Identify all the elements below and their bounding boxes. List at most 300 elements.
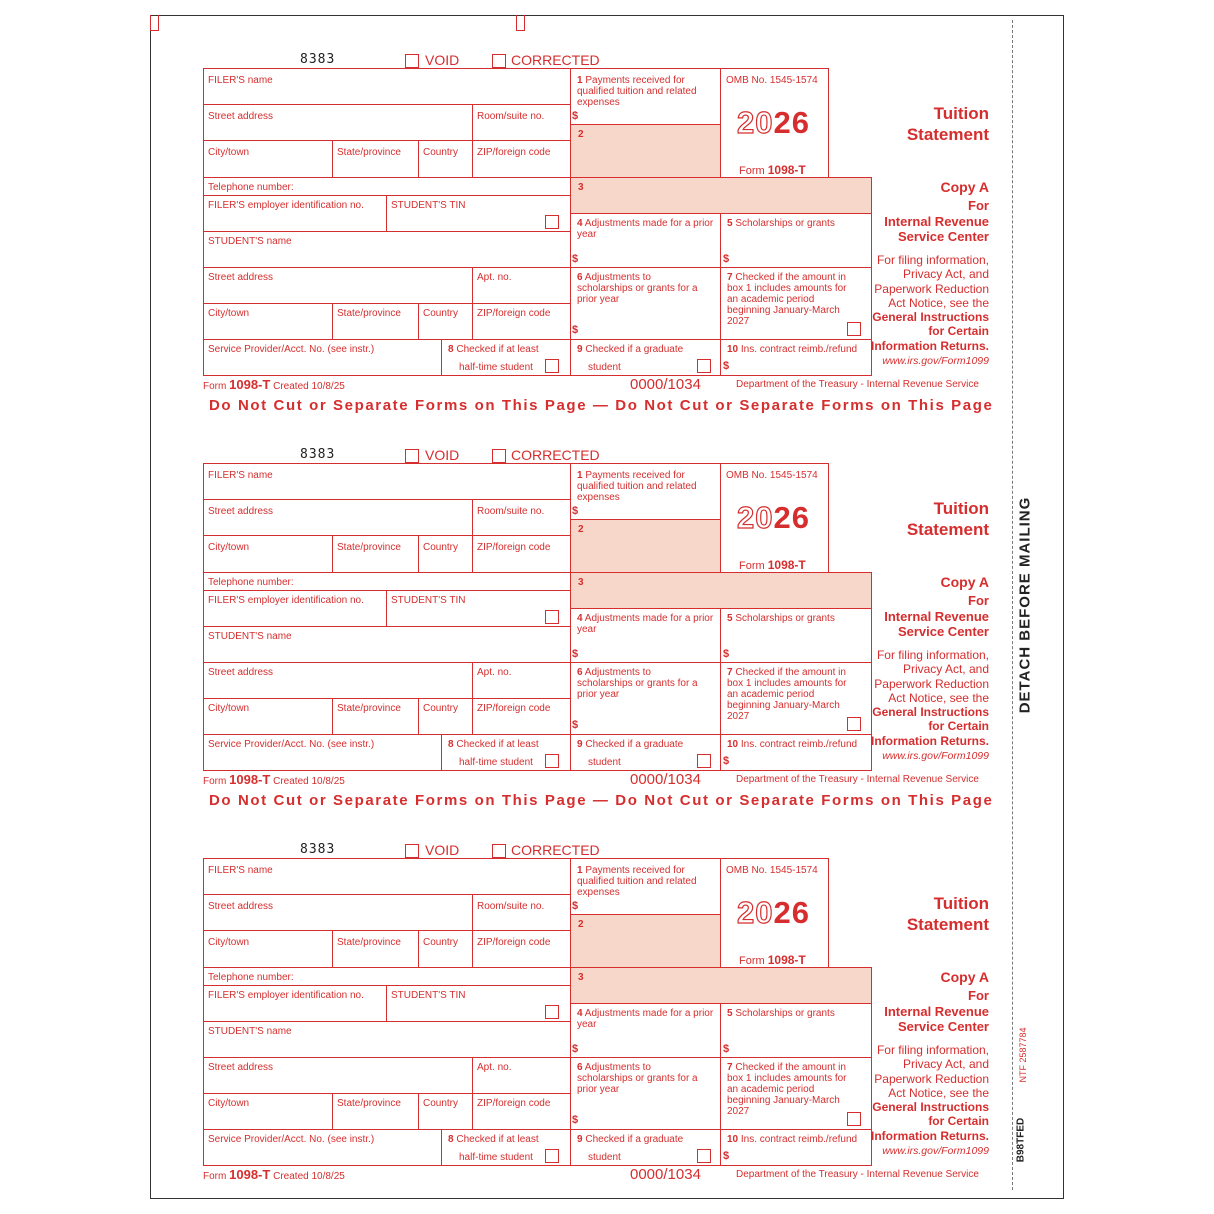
label-text: for Certain <box>928 1114 989 1129</box>
label-text: Adjustments to scholarships or grants for a prior year <box>577 667 698 700</box>
box2-number <box>578 129 584 140</box>
form-rule <box>203 967 871 968</box>
form-rule <box>418 140 419 177</box>
country-label: Country <box>423 147 459 158</box>
tin-checkbox[interactable] <box>545 215 559 229</box>
form-title <box>907 893 989 935</box>
label-text: For <box>968 988 989 1003</box>
label-text: Form <box>739 560 765 572</box>
label-text: Internal Revenue <box>884 608 989 624</box>
zip-code-label: ZIP/foreign code <box>477 542 551 553</box>
label-text: 9 <box>577 739 583 750</box>
form-rule <box>203 572 871 573</box>
label-text: Scholarships or grants <box>735 613 835 624</box>
void-label: VOID <box>425 447 460 463</box>
form-rule <box>203 930 570 931</box>
box4-label <box>577 613 717 635</box>
form-name <box>739 558 806 572</box>
label-text: 6 <box>577 667 583 678</box>
box10-label <box>727 1134 857 1145</box>
omb-number: OMB No. 1545-1574 <box>726 470 818 481</box>
form-rule <box>472 104 473 177</box>
tax-year <box>737 500 810 536</box>
label-text: 2 <box>578 524 584 535</box>
form-rule <box>472 267 473 339</box>
label-text: Scholarships or grants <box>735 218 835 229</box>
label-text: Service Center <box>897 624 989 639</box>
box3-shade <box>571 968 871 1004</box>
box7-label <box>727 1062 847 1117</box>
box1-dollar: $ <box>572 505 579 517</box>
label-text: 26 <box>773 105 810 140</box>
corrected-label: CORRECTED <box>511 52 600 68</box>
void-label: VOID <box>425 842 460 858</box>
label-text: For <box>968 198 989 213</box>
label-text: Checked if at least <box>456 739 539 750</box>
room-suite-label: Room/suite no. <box>477 506 545 517</box>
student-city-label: City/town <box>208 703 250 714</box>
form-rule <box>570 608 872 609</box>
do-not-cut-notice: Do Not Cut or Separate Forms on This Page — Do Not Cut or Separate Forms on This Page <box>209 397 994 414</box>
student-zip-label: ZIP/foreign code <box>477 1098 551 1109</box>
label-text: Tuition <box>933 104 989 123</box>
box1-dollar: $ <box>572 900 579 912</box>
label-text: 10 <box>727 344 739 355</box>
box5-label <box>727 613 867 624</box>
label-text: 20 <box>737 895 774 930</box>
label-text: Adjustments made for a prior year <box>577 1008 714 1030</box>
student-zip-label: ZIP/foreign code <box>477 308 551 319</box>
footer-form-id <box>203 377 345 392</box>
label-text: 4 <box>577 613 583 624</box>
filer-name-label: FILER'S name <box>208 75 273 86</box>
form-rule <box>720 213 721 376</box>
form-rule <box>828 858 829 968</box>
label-text <box>871 1129 989 1143</box>
form-rule <box>570 463 828 464</box>
label-text: General Instructions <box>872 1100 989 1115</box>
city-town-label: City/town <box>208 542 250 553</box>
label-text: 5 <box>727 1008 733 1019</box>
box10-dollar: $ <box>723 360 730 372</box>
copy-label: Copy A <box>940 179 989 195</box>
label-text: Created 10/8/25 <box>273 381 345 392</box>
label-text: 3 <box>578 182 584 193</box>
box8-label-b: half-time student <box>459 362 533 373</box>
form-rule <box>720 608 721 771</box>
form-rule <box>828 68 829 178</box>
form-rule <box>441 339 442 376</box>
state-province-label: State/province <box>337 542 401 553</box>
box4-label <box>577 1008 717 1030</box>
label-text: 7 <box>727 1062 733 1073</box>
label-text: Paperwork Reduction <box>874 281 989 296</box>
label-text: 26 <box>773 500 810 535</box>
form-rule <box>570 68 571 376</box>
form-rule <box>203 894 570 895</box>
void-checkbox[interactable] <box>405 844 419 858</box>
box8-checkbox[interactable] <box>545 1149 559 1163</box>
form-rule <box>332 140 333 177</box>
student-city-label: City/town <box>208 308 250 319</box>
form-rule <box>332 1093 333 1129</box>
box6-dollar: $ <box>572 324 579 336</box>
form-rule <box>570 1003 872 1004</box>
filer-ein-label: FILER'S employer identification no. <box>208 990 364 1001</box>
telephone-label: Telephone number: <box>208 972 294 983</box>
copy-recipient <box>884 198 989 245</box>
label-text: Information Returns. <box>870 1128 989 1143</box>
city-town-label: City/town <box>208 147 250 158</box>
box8-checkbox[interactable] <box>545 754 559 768</box>
box2-number <box>578 919 584 930</box>
form-name <box>739 163 806 177</box>
box8-checkbox[interactable] <box>545 359 559 373</box>
form-rule <box>203 104 570 105</box>
label-text: 10 <box>727 1134 739 1145</box>
label-text: www.irs.gov/Form1099 <box>882 1145 989 1158</box>
form-rule <box>472 499 473 572</box>
student-zip-label: ZIP/foreign code <box>477 703 551 714</box>
department-label: Department of the Treasury - Internal Revenue Service <box>736 379 979 390</box>
box7-label <box>727 667 847 722</box>
box9-checkbox[interactable] <box>697 1149 711 1163</box>
catalog-number: 0000/1034 <box>630 376 701 393</box>
box3-shade <box>571 573 871 609</box>
service-provider-label: Service Provider/Acct. No. (see instr.) <box>208 1134 375 1145</box>
country-label: Country <box>423 542 459 553</box>
label-text: General Instructions <box>872 705 989 720</box>
box1-label <box>577 75 719 108</box>
corrected-checkbox[interactable] <box>492 449 506 463</box>
service-provider-label: Service Provider/Acct. No. (see instr.) <box>208 739 375 750</box>
label-text: 3 <box>578 577 584 588</box>
form-rule <box>332 930 333 967</box>
form-rule <box>720 858 721 968</box>
label-text: Adjustments made for a prior year <box>577 218 714 240</box>
label-text: Tuition <box>933 894 989 913</box>
box6-dollar: $ <box>572 1114 579 1126</box>
box9-label-a <box>577 1134 683 1145</box>
form-rule <box>203 177 871 178</box>
form-1098t-2 <box>0 395 1214 809</box>
box5-label <box>727 1008 867 1019</box>
label-text: Information Returns. <box>870 338 989 353</box>
form-rule <box>386 985 387 1022</box>
filer-ein-label: FILER'S employer identification no. <box>208 200 364 211</box>
service-provider-label: Service Provider/Acct. No. (see instr.) <box>208 344 375 355</box>
label-text: 1098-T <box>767 953 806 967</box>
copy-recipient <box>884 988 989 1035</box>
student-state-label: State/province <box>337 308 401 319</box>
box9-checkbox[interactable] <box>697 359 711 373</box>
label-text: Form <box>203 1171 227 1182</box>
filing-instructions <box>871 253 989 368</box>
zip-code-label: ZIP/foreign code <box>477 147 551 158</box>
telephone-label: Telephone number: <box>208 182 294 193</box>
street-address-label: Street address <box>208 506 274 517</box>
label-text: 1098-T <box>767 558 806 572</box>
label-text <box>871 1114 989 1128</box>
country-label: Country <box>423 937 459 948</box>
student-street-label: Street address <box>208 1062 274 1073</box>
label-text: www.irs.gov/Form1099 <box>882 355 989 368</box>
student-tin-label: STUDENT'S TIN <box>391 990 466 1001</box>
label-text: 6 <box>577 272 583 283</box>
label-text: 1 <box>577 75 583 86</box>
form-rule <box>203 375 872 376</box>
student-state-label: State/province <box>337 1098 401 1109</box>
box9-label-b: student <box>588 1152 621 1163</box>
state-province-label: State/province <box>337 147 401 158</box>
box3-number <box>578 182 584 193</box>
box4-dollar: $ <box>572 1043 579 1055</box>
box10-label <box>727 739 857 750</box>
form-rule <box>418 535 419 572</box>
label-text: Form <box>739 955 765 967</box>
box2-shade <box>571 124 720 178</box>
box2-shade <box>571 519 720 573</box>
box8-label-a <box>448 344 539 355</box>
tin-checkbox[interactable] <box>545 1005 559 1019</box>
box4-dollar: $ <box>572 253 579 265</box>
form-rule <box>418 303 419 339</box>
catalog-number: 0000/1034 <box>630 771 701 788</box>
form-rule <box>203 858 570 859</box>
footer-form-id <box>203 772 345 787</box>
form-rule <box>441 734 442 771</box>
label-text: Paperwork Reduction <box>874 676 989 691</box>
label-text: Act Notice, see the <box>888 1085 989 1100</box>
label-text: Adjustments made for a prior year <box>577 613 714 635</box>
form-rule <box>570 124 720 125</box>
box9-checkbox[interactable] <box>697 754 711 768</box>
filing-instructions <box>871 1043 989 1158</box>
form-name <box>739 953 806 967</box>
form-rule <box>203 1129 872 1130</box>
detach-notice: DETACH BEFORE MAILING <box>1016 496 1034 714</box>
form-rule <box>418 930 419 967</box>
copy-label: Copy A <box>940 574 989 590</box>
label-text: 9 <box>577 1134 583 1145</box>
box4-label <box>577 218 717 240</box>
label-text: 7 <box>727 667 733 678</box>
label-text: 8 <box>448 1134 454 1145</box>
label-text <box>871 719 989 733</box>
student-street-label: Street address <box>208 272 274 283</box>
apt-no-label: Apt. no. <box>477 272 512 283</box>
form-rule <box>570 858 571 1166</box>
label-text: Information Returns. <box>870 733 989 748</box>
box8-label-b: half-time student <box>459 1152 533 1163</box>
form-rule <box>720 68 721 178</box>
box6-label <box>577 667 702 700</box>
label-text <box>871 734 989 748</box>
label-text <box>871 353 989 368</box>
label-text: Checked if a graduate <box>585 1134 684 1145</box>
label-text: Service Center <box>897 229 989 244</box>
account-code: 8383 <box>300 52 336 67</box>
omb-number: OMB No. 1545-1574 <box>726 75 818 86</box>
room-suite-label: Room/suite no. <box>477 901 545 912</box>
filer-ein-label: FILER'S employer identification no. <box>208 595 364 606</box>
filing-instructions <box>871 648 989 763</box>
street-address-label: Street address <box>208 111 274 122</box>
tin-checkbox[interactable] <box>545 610 559 624</box>
label-text: Payments received for qualified tuition and related expenses <box>577 75 697 108</box>
form-rule <box>203 140 570 141</box>
student-state-label: State/province <box>337 703 401 714</box>
label-text: Adjustments to scholarships or grants for a prior year <box>577 272 698 305</box>
form-rule <box>570 68 828 69</box>
student-country-label: Country <box>423 308 459 319</box>
box7-checkbox[interactable] <box>847 1112 861 1126</box>
void-label: VOID <box>425 52 460 68</box>
label-text: Statement <box>906 125 989 144</box>
label-text: Paperwork Reduction <box>874 1071 989 1086</box>
box7-label <box>727 272 847 327</box>
label-text: for Certain <box>928 324 989 339</box>
student-city-label: City/town <box>208 1098 250 1109</box>
form-rule <box>720 1003 721 1166</box>
corrected-checkbox[interactable] <box>492 844 506 858</box>
box8-label-a <box>448 1134 539 1145</box>
label-text: Internal Revenue <box>884 213 989 229</box>
form-rule <box>203 858 204 1166</box>
student-tin-label: STUDENT'S TIN <box>391 595 466 606</box>
box7-checkbox[interactable] <box>847 322 861 336</box>
label-text <box>871 339 989 353</box>
label-text: Tuition <box>933 499 989 518</box>
label-text: 3 <box>578 972 584 983</box>
label-text: 26 <box>773 895 810 930</box>
form-1098t-1 <box>0 0 1214 414</box>
label-text: Checked if at least <box>456 1134 539 1145</box>
street-address-label: Street address <box>208 901 274 912</box>
label-text: 5 <box>727 613 733 624</box>
label-text: Form <box>203 776 227 787</box>
void-checkbox[interactable] <box>405 449 419 463</box>
box1-label <box>577 865 719 898</box>
label-text: Checked if a graduate <box>585 344 684 355</box>
box5-dollar: $ <box>723 1043 730 1055</box>
label-text: 1098-T <box>229 1167 271 1182</box>
form-rule <box>570 463 571 771</box>
student-street-label: Street address <box>208 667 274 678</box>
label-text: 10 <box>727 739 739 750</box>
label-text: Ins. contract reimb./refund <box>740 344 858 355</box>
student-name-label: STUDENT'S name <box>208 236 292 247</box>
form-rule <box>441 1129 442 1166</box>
label-text: Act Notice, see the <box>888 690 989 705</box>
label-text <box>871 705 989 719</box>
box4-dollar: $ <box>572 648 579 660</box>
label-text <box>871 1143 989 1158</box>
form-rule <box>472 894 473 967</box>
label-text: Scholarships or grants <box>735 1008 835 1019</box>
label-text: Service Center <box>897 1019 989 1034</box>
catalog-number: 0000/1034 <box>630 1166 701 1183</box>
form-rule <box>332 303 333 339</box>
copy-label: Copy A <box>940 969 989 985</box>
box1-label <box>577 470 719 503</box>
student-name-label: STUDENT'S name <box>208 631 292 642</box>
box6-dollar: $ <box>572 719 579 731</box>
form-rule <box>203 698 570 699</box>
label-text: 8 <box>448 739 454 750</box>
corrected-checkbox[interactable] <box>492 54 506 68</box>
label-text: For <box>968 593 989 608</box>
filer-name-label: FILER'S name <box>208 470 273 481</box>
box9-label-b: student <box>588 362 621 373</box>
label-text: 1098-T <box>229 377 271 392</box>
form-title <box>907 103 989 145</box>
telephone-label: Telephone number: <box>208 577 294 588</box>
department-label: Department of the Treasury - Internal Revenue Service <box>736 1169 979 1180</box>
student-country-label: Country <box>423 1098 459 1109</box>
label-text: General Instructions <box>872 310 989 325</box>
form-rule <box>203 499 570 500</box>
void-checkbox[interactable] <box>405 54 419 68</box>
box6-label <box>577 1062 702 1095</box>
form-rule <box>418 1093 419 1129</box>
form-rule <box>203 339 872 340</box>
label-text: 2 <box>578 129 584 140</box>
label-text: Adjustments to scholarships or grants for a prior year <box>577 1062 698 1095</box>
form-rule <box>203 1165 872 1166</box>
label-text: 1098-T <box>229 772 271 787</box>
label-text: Privacy Act, and <box>902 1057 989 1072</box>
box1-dollar: $ <box>572 110 579 122</box>
form-rule <box>203 68 570 69</box>
form-title <box>907 498 989 540</box>
state-province-label: State/province <box>337 937 401 948</box>
label-text: Checked if the amount in box 1 includes amounts for an academic period beginning January-March 2027 <box>727 667 847 722</box>
box2-shade <box>571 914 720 968</box>
box9-label-a <box>577 344 683 355</box>
account-code: 8383 <box>300 842 336 857</box>
form-rule <box>203 463 570 464</box>
label-text: 5 <box>727 218 733 229</box>
label-text: 2 <box>578 919 584 930</box>
label-text: For filing information, <box>876 1043 989 1057</box>
box5-dollar: $ <box>723 648 730 660</box>
label-text: Checked if the amount in box 1 includes amounts for an academic period beginning January-March 2027 <box>727 272 847 327</box>
student-country-label: Country <box>423 703 459 714</box>
label-text: 20 <box>737 500 774 535</box>
form-rule <box>203 267 872 268</box>
label-text <box>871 1100 989 1114</box>
form-rule <box>203 463 204 771</box>
student-name-label: STUDENT'S name <box>208 1026 292 1037</box>
label-text: For filing information, <box>876 648 989 662</box>
box7-checkbox[interactable] <box>847 717 861 731</box>
label-text: Internal Revenue <box>884 1003 989 1019</box>
label-text: www.irs.gov/Form1099 <box>882 750 989 763</box>
label-text: 1 <box>577 470 583 481</box>
label-text: 4 <box>577 1008 583 1019</box>
box6-label <box>577 272 702 305</box>
label-text: 6 <box>577 1062 583 1073</box>
label-text: 4 <box>577 218 583 229</box>
label-text: Statement <box>906 520 989 539</box>
city-town-label: City/town <box>208 937 250 948</box>
student-tin-label: STUDENT'S TIN <box>391 200 466 211</box>
footer-form-id <box>203 1167 345 1182</box>
box10-dollar: $ <box>723 755 730 767</box>
form-rule <box>570 213 872 214</box>
product-code: B98TFED <box>1015 1117 1027 1163</box>
